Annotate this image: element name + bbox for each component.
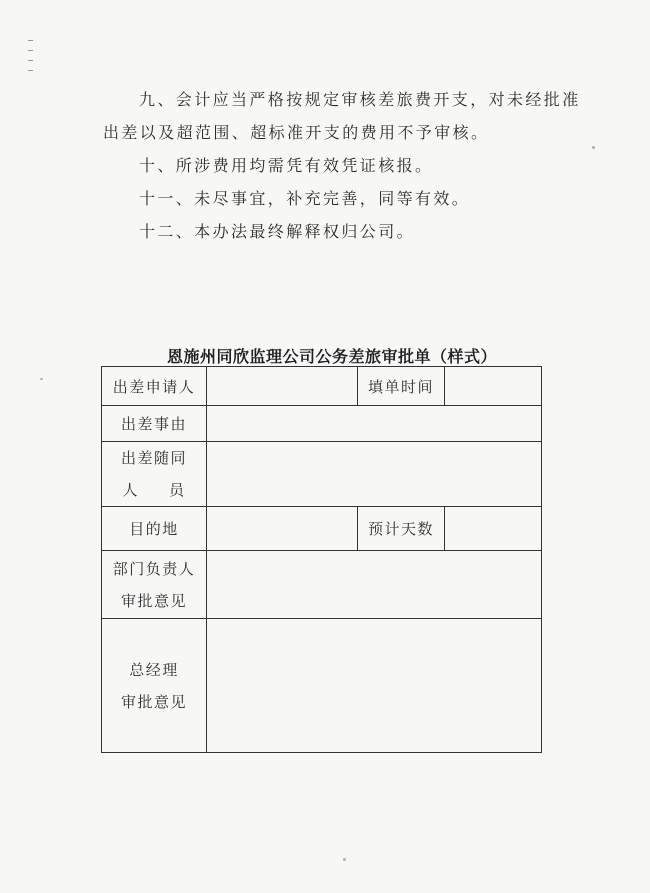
companions-label-line1: 出差随同: [120, 449, 187, 467]
scan-speck: [40, 378, 43, 380]
dept-label-line1: 部门负责人: [112, 559, 196, 578]
applicant-row: [102, 367, 542, 406]
companions-field[interactable]: [207, 442, 542, 507]
gm-label-line1: 总经理: [129, 660, 179, 679]
gm-approval-row: [102, 619, 542, 753]
days-label: 预计天数: [358, 507, 445, 551]
applicant-label: 出差申请人: [102, 367, 207, 406]
scan-speck: [592, 146, 595, 149]
destination-label: 目的地: [102, 507, 207, 551]
dept-label-line2: 审批意见: [120, 591, 187, 610]
dept-approval-field[interactable]: [207, 551, 542, 619]
reason-field[interactable]: [207, 406, 542, 442]
clause-11: 十一、未尽事宜，补充完善，同等有效。: [139, 189, 471, 208]
applicant-field[interactable]: [207, 367, 358, 406]
dept-approval-label: [102, 551, 207, 619]
dept-approval-row: [102, 551, 542, 619]
clause-12: 十二、本办法最终解释权归公司。: [139, 222, 416, 241]
destination-row: [102, 507, 542, 551]
scan-edge-marks: [28, 40, 34, 80]
companions-label: [102, 442, 207, 507]
reason-row: [102, 406, 542, 442]
companions-row: [102, 442, 542, 507]
gm-label-line2: 审批意见: [120, 692, 187, 711]
companions-label-char1: 人: [122, 481, 139, 499]
gm-approval-label: [102, 619, 207, 753]
form-title: 恩施州同欣监理公司公务差旅审批单（样式）: [167, 347, 498, 366]
companions-label-line2: [102, 474, 206, 506]
reason-label: 出差事由: [102, 406, 207, 442]
scan-speck: [343, 858, 346, 861]
companions-label-char2: 员: [169, 481, 186, 499]
travel-approval-form: [101, 366, 542, 753]
days-field[interactable]: [445, 507, 542, 551]
fill-time-field[interactable]: [445, 367, 542, 406]
clause-10: 十、所涉费用均需凭有效凭证核报。: [139, 156, 434, 175]
clause-9-line-2: 出差以及超范围、超标准开支的费用不予审核。: [103, 123, 490, 142]
destination-field[interactable]: [207, 507, 358, 551]
fill-time-label: 填单时间: [358, 367, 445, 406]
clause-9-line-1: 九、会计应当严格按规定审核差旅费开支，对未经批准: [139, 90, 581, 109]
gm-approval-field[interactable]: [207, 619, 542, 753]
